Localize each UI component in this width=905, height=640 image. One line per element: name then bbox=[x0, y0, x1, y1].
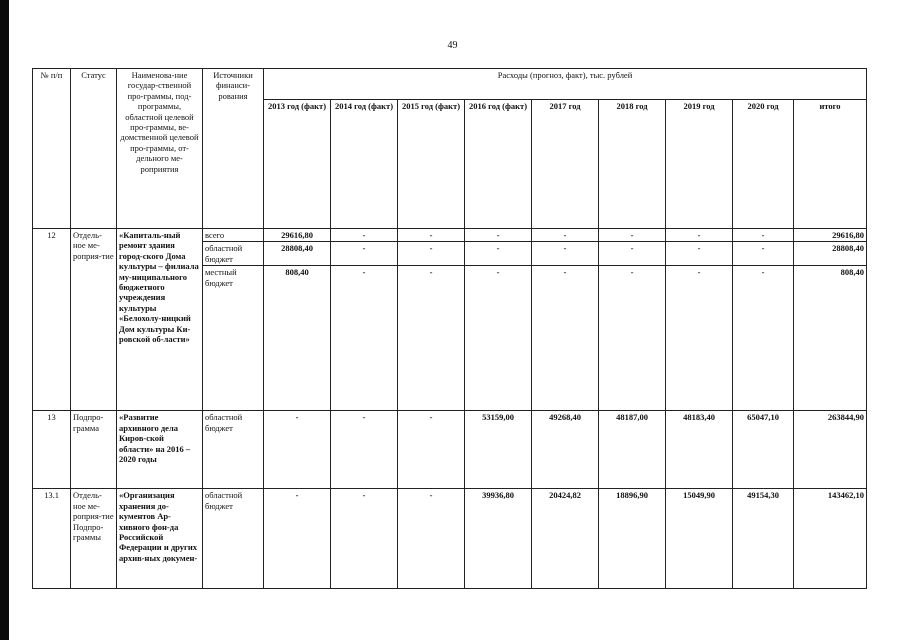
header-year: 2016 год (факт) bbox=[465, 100, 532, 229]
value-cell: - bbox=[733, 229, 794, 242]
header-row-1 bbox=[33, 69, 867, 100]
value-cell: - bbox=[331, 242, 398, 266]
value-cell: - bbox=[599, 266, 666, 411]
row-num: 12 bbox=[33, 229, 71, 411]
value-cell: - bbox=[599, 229, 666, 242]
value-cell: - bbox=[398, 242, 465, 266]
value-cell: - bbox=[666, 242, 733, 266]
value-cell: 20424,82 bbox=[532, 489, 599, 589]
row-status: Отдель-ное ме-роприя-тие bbox=[71, 229, 117, 411]
table-row bbox=[33, 411, 867, 489]
source-label: областной бюджет bbox=[203, 411, 264, 489]
header-num: № п/п bbox=[33, 69, 71, 229]
table-row bbox=[33, 229, 867, 242]
value-cell: - bbox=[398, 266, 465, 411]
header-year: 2013 год (факт) bbox=[264, 100, 331, 229]
row-name: «Организация хранения до-кументов Ар-хивного фон-да Российской Федерации и других архив-ных докумен- bbox=[117, 489, 203, 589]
header-status: Статус bbox=[71, 69, 117, 229]
value-cell: 18896,90 bbox=[599, 489, 666, 589]
row-name: «Капиталь-ный ремонт здания город-ского Дома культуры – филиала му-ниципального бюджетного учреждения культуры «Белохолу-ницкий Дом культуры Ки-ровской об-ласти» bbox=[117, 229, 203, 411]
value-cell: - bbox=[666, 229, 733, 242]
row-status: Отдель-ное ме-роприя-тие Подпро-граммы bbox=[71, 489, 117, 589]
row-status: Подпро-грамма bbox=[71, 411, 117, 489]
value-cell: - bbox=[264, 411, 331, 489]
value-cell: - bbox=[733, 266, 794, 411]
header-name: Наименова-ние государ-ственной про-граммы, под-программы, областной целевой про-граммы, ве-домственной целевой про-граммы, от-дельного ме-роприятия bbox=[117, 69, 203, 229]
value-cell: - bbox=[465, 242, 532, 266]
header-year: 2018 год bbox=[599, 100, 666, 229]
value-cell: - bbox=[465, 229, 532, 242]
value-cell: - bbox=[331, 411, 398, 489]
source-label: областной бюджет bbox=[203, 242, 264, 266]
row-num: 13.1 bbox=[33, 489, 71, 589]
header-year: 2017 год bbox=[532, 100, 599, 229]
value-cell: - bbox=[331, 229, 398, 242]
value-cell: 15049,90 bbox=[666, 489, 733, 589]
row-name: «Развитие архивного дела Киров-ской области» на 2016 – 2020 годы bbox=[117, 411, 203, 489]
header-year: 2014 год (факт) bbox=[331, 100, 398, 229]
table-row bbox=[33, 489, 867, 589]
value-cell: 808,40 bbox=[264, 266, 331, 411]
value-cell: - bbox=[733, 242, 794, 266]
value-cell: 48187,00 bbox=[599, 411, 666, 489]
page-number: 49 bbox=[447, 40, 458, 51]
value-cell: - bbox=[398, 489, 465, 589]
value-cell: - bbox=[331, 489, 398, 589]
value-cell: - bbox=[398, 411, 465, 489]
value-cell: - bbox=[666, 266, 733, 411]
source-label: всего bbox=[203, 229, 264, 242]
value-cell: 49268,40 bbox=[532, 411, 599, 489]
value-cell: 808,40 bbox=[794, 266, 867, 411]
value-cell: 263844,90 bbox=[794, 411, 867, 489]
binder-edge bbox=[0, 0, 9, 640]
header-year: 2019 год bbox=[666, 100, 733, 229]
value-cell: 143462,10 bbox=[794, 489, 867, 589]
header-source: Источники финанси-рования bbox=[203, 69, 264, 229]
value-cell: 53159,00 bbox=[465, 411, 532, 489]
header-year: 2015 год (факт) bbox=[398, 100, 465, 229]
value-cell: 39936,80 bbox=[465, 489, 532, 589]
value-cell: 28808,40 bbox=[794, 242, 867, 266]
value-cell: - bbox=[532, 266, 599, 411]
header-total: итого bbox=[794, 100, 867, 229]
value-cell: 49154,30 bbox=[733, 489, 794, 589]
expenses-table bbox=[32, 68, 867, 589]
row-num: 13 bbox=[33, 411, 71, 489]
value-cell: 28808,40 bbox=[264, 242, 331, 266]
source-label: местный бюджет bbox=[203, 266, 264, 411]
value-cell: - bbox=[532, 242, 599, 266]
value-cell: - bbox=[599, 242, 666, 266]
value-cell: 29616,80 bbox=[264, 229, 331, 242]
value-cell: - bbox=[264, 489, 331, 589]
value-cell: - bbox=[331, 266, 398, 411]
value-cell: - bbox=[398, 229, 465, 242]
header-expenses: Расходы (прогноз, факт), тыс. рублей bbox=[264, 69, 867, 100]
header-year: 2020 год bbox=[733, 100, 794, 229]
value-cell: 65047,10 bbox=[733, 411, 794, 489]
value-cell: - bbox=[532, 229, 599, 242]
value-cell: 48183,40 bbox=[666, 411, 733, 489]
value-cell: 29616,80 bbox=[794, 229, 867, 242]
source-label: областной бюджет bbox=[203, 489, 264, 589]
value-cell: - bbox=[465, 266, 532, 411]
